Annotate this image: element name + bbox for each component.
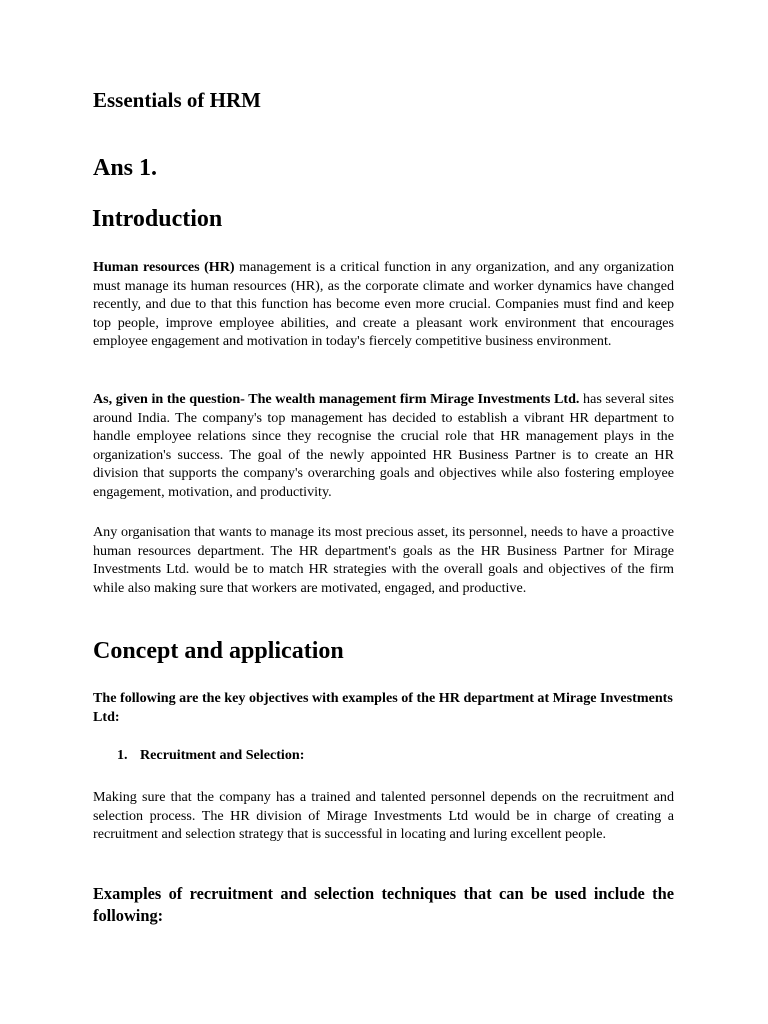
paragraph-2-text: has several sites around India. The company's top management has decided to establish a vibrant HR department to handle employee relations since they recognise the crucial role that HR management plays in the organization's success. The goal of the newly appointed HR Business Partner is to create an HR division that supports the company's overarching goals and objectives while also fostering employee engagement, motivation, and productivity. — [93, 391, 674, 500]
document-title: Essentials of HRM — [93, 88, 261, 112]
paragraph-1-lead: Human resources (HR) — [93, 259, 235, 275]
answer-heading: Ans 1. — [93, 155, 158, 181]
list-item — [117, 747, 304, 764]
introduction-heading: Introduction — [92, 206, 223, 232]
list-item-label: Recruitment and Selection: — [140, 747, 305, 763]
paragraph-1-text: management is a critical function in any organization, and any organization must manage its human resources (HR), as the corporate climate and worker dynamics have changed recently, and due to that this function has become even more crucial. Companies must find and keep top people, improve employee abilities, and create a pleasant work environment that encourages employee engagement and motivation in today's fiercely competitive business environment. — [93, 259, 674, 350]
examples-heading: Examples of recruitment and selection techniques that can be used include the following: — [93, 884, 674, 925]
concept-heading: Concept and application — [93, 638, 344, 664]
objectives-intro: The following are the key objectives with examples of the HR department at Mirage Investments Ltd: — [93, 690, 673, 725]
introduction-paragraph-2 — [93, 390, 674, 502]
paragraph-2-lead: As, given in the question- The wealth management firm Mirage Investments Ltd. — [93, 391, 580, 407]
recruitment-paragraph: Making sure that the company has a trained and talented personnel depends on the recruitment and selection process. The HR division of Mirage Investments Ltd would be in charge of creating a recruitment and selection strategy that is successful in locating and luring excellent people. — [93, 789, 674, 843]
introduction-paragraph-1 — [93, 258, 674, 351]
introduction-paragraph-3: Any organisation that wants to manage its most precious asset, its personnel, needs to have a proactive human resources department. The HR department's goals as the HR Business Partner for Mirage Investments Ltd. would be to match HR strategies with the overall goals and objectives of the firm while also making sure that workers are motivated, engaged, and productive. — [93, 524, 674, 596]
list-item-number: 1. — [117, 747, 128, 763]
